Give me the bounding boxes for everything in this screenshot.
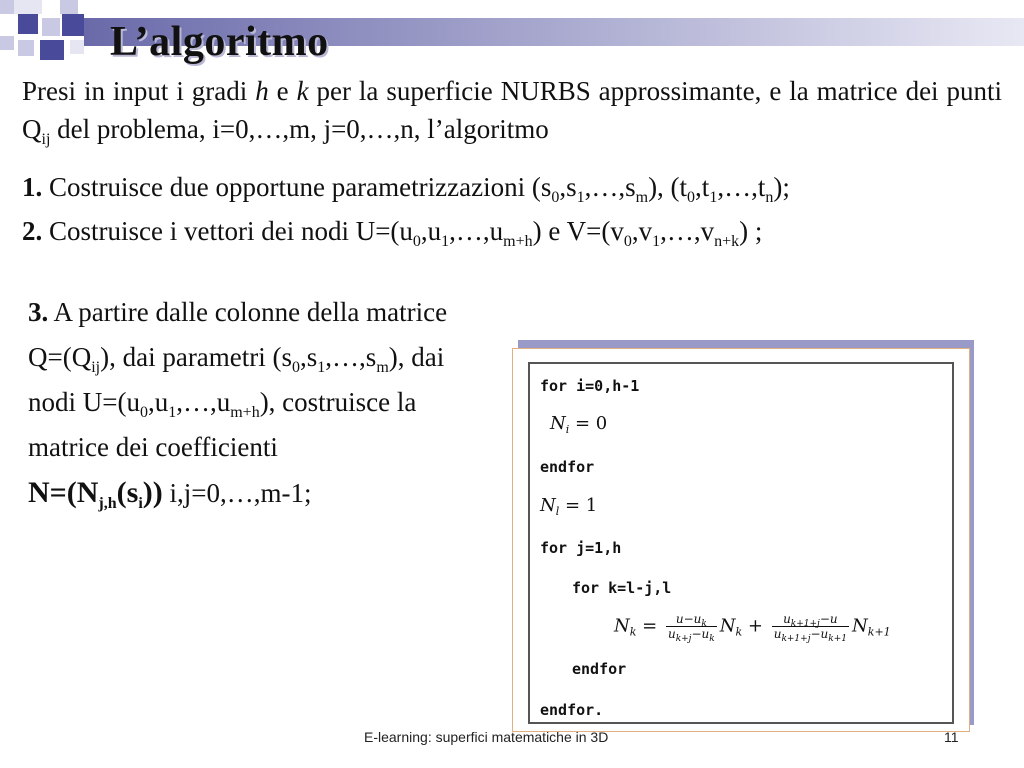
code-line-for-k: for k=l-j,l — [572, 579, 672, 597]
page-number: 11 — [944, 729, 959, 745]
fraction-2: $\frac{u_{k+1+j}-u}{u_{k+1+j}-u_{k+1}}$ — [773, 612, 848, 644]
code-line-for-j: for j=1,h — [540, 539, 622, 557]
code-line-endfor-3: endfor. — [540, 701, 604, 719]
code-line-endfor-1: endfor — [540, 458, 595, 476]
slide-title: L’algoritmo — [110, 19, 329, 65]
footer-text: E-learning: superfici matematiche in 3D — [364, 729, 609, 745]
code-line-recurrence: $N_k$ = $\frac{u-u_k}{u_{k+j}-u_k}$ $N_k$ + $\frac{u_{k+1+j}-u}{u_{k+1+j}-u_{k+1}}$ $N_{k+1}$ — [614, 612, 891, 644]
code-line-endfor-2: endfor — [572, 660, 627, 678]
code-line-for-i: for i=0,h-1 — [540, 377, 640, 395]
code-line-ni-zero: $N_i = 0$ — [550, 413, 608, 436]
fraction-1: $\frac{u-u_k}{u_{k+j}-u_k}$ — [667, 612, 715, 644]
intro-paragraph: Presi in input i gradi h e k per la superficie NURBS approssimante, e la matrice dei punti $Q_{ij}$ del problema, i=0,…,m, j=0,…,n, l’algoritmo — [22, 76, 1003, 148]
step-2: 2. Costruisce i vettori dei nodi $U=(u_0,u_1,\dots,u_{m+h})$ e $V=(v_0,v_1,\dots,v_{n+k})$ ; — [22, 216, 763, 250]
step-3: 3. A partire dalle colonne della matrice $Q=(Q_{ij})$, dai parametri $(s_0,s_1,\dots,s_m)$, dai nodi $U=(u_0,u_1,\dots,u_{m+h})$, costruisce la matrice dei coefficienti $N=(N_{j,h}(s_i))$ i,j=0,…,m-1; — [28, 297, 448, 512]
step-1: 1. Costruisce due opportune parametrizzazioni $(s_0,s_1,\dots,s_m)$, $(t_0,t_1,\dots,t_n)$; — [22, 172, 790, 206]
code-line-nl-one: $N_l = 1$ — [540, 495, 598, 518]
